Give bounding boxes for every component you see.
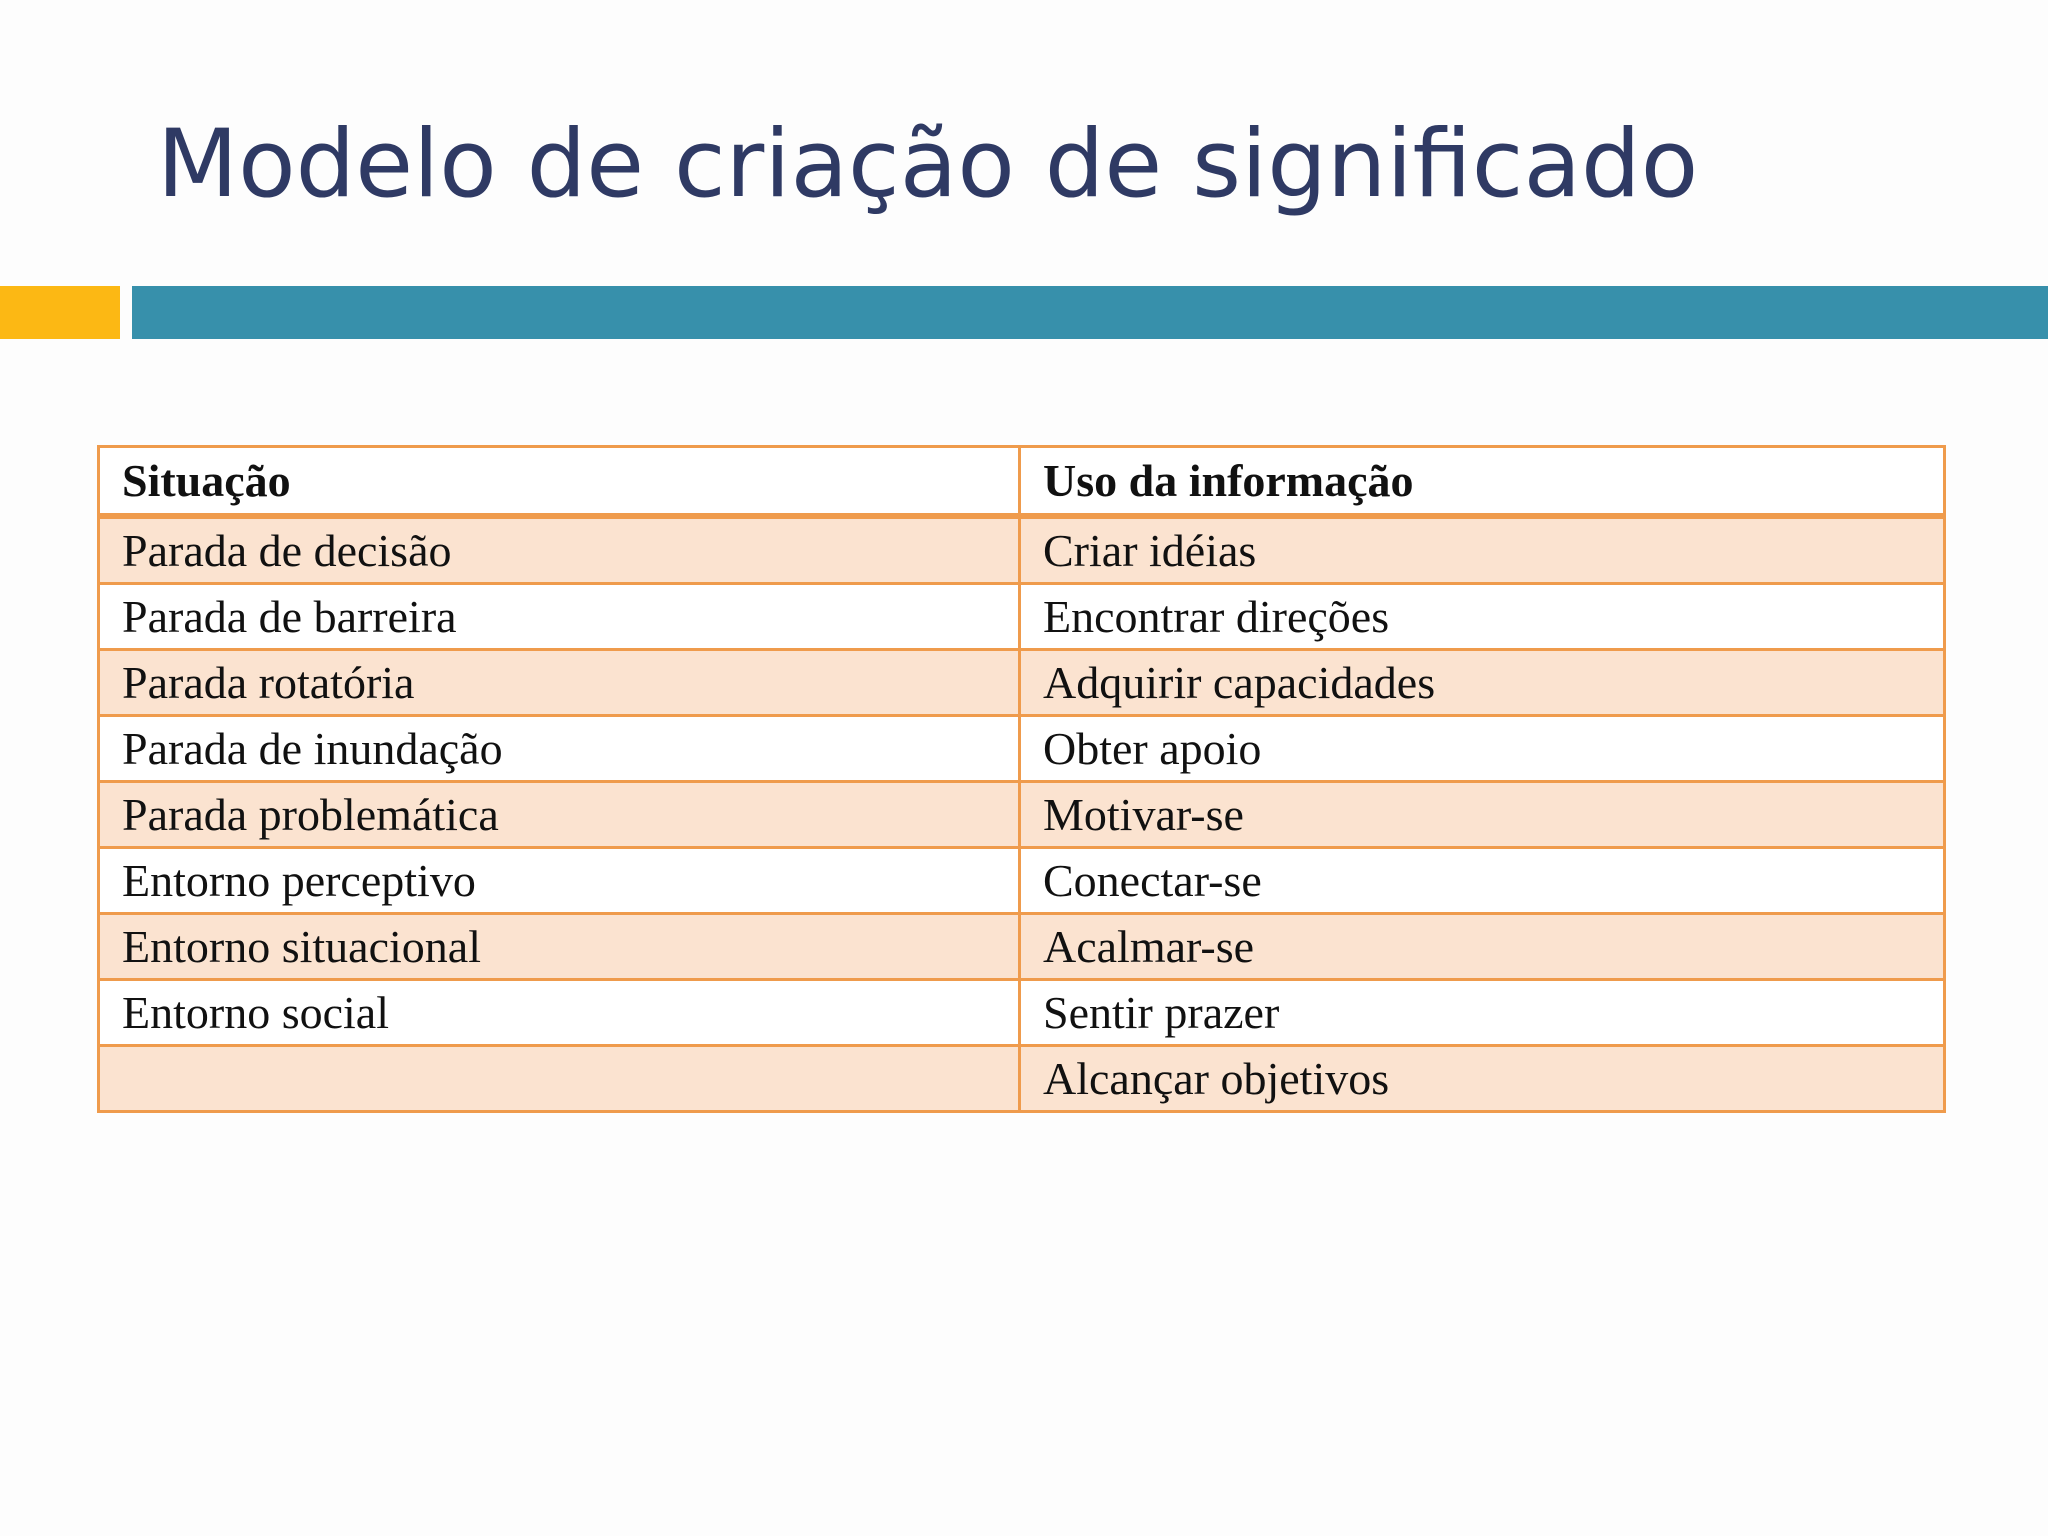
table-row — [99, 1046, 1945, 1112]
cell-situation — [99, 1046, 1020, 1112]
cell-situation: Parada de barreira — [99, 584, 1020, 650]
table-row — [99, 782, 1945, 848]
table-row — [99, 584, 1945, 650]
cell-situation: Entorno perceptivo — [99, 848, 1020, 914]
info-use-table-container — [97, 445, 1943, 1113]
cell-situation: Parada rotatória — [99, 650, 1020, 716]
header-info-use: Uso da informação — [1020, 447, 1945, 517]
table-row — [99, 716, 1945, 782]
header-situation: Situação — [99, 447, 1020, 517]
cell-info-use: Conectar-se — [1020, 848, 1945, 914]
cell-info-use: Criar idéias — [1020, 516, 1945, 584]
table-row — [99, 980, 1945, 1046]
cell-situation: Entorno social — [99, 980, 1020, 1046]
accent-bar — [0, 286, 120, 339]
cell-info-use: Alcançar objetivos — [1020, 1046, 1945, 1112]
cell-situation: Parada problemática — [99, 782, 1020, 848]
table-row — [99, 650, 1945, 716]
table-row — [99, 848, 1945, 914]
cell-info-use: Adquirir capacidades — [1020, 650, 1945, 716]
cell-situation: Entorno situacional — [99, 914, 1020, 980]
cell-info-use: Acalmar-se — [1020, 914, 1945, 980]
cell-situation: Parada de decisão — [99, 516, 1020, 584]
title-divider-bar — [132, 286, 2048, 339]
cell-situation: Parada de inundação — [99, 716, 1020, 782]
slide-title: Modelo de criação de significado — [157, 110, 1699, 219]
table-header-row — [99, 447, 1945, 517]
cell-info-use: Sentir prazer — [1020, 980, 1945, 1046]
info-use-table — [97, 445, 1946, 1113]
table-row — [99, 516, 1945, 584]
cell-info-use: Obter apoio — [1020, 716, 1945, 782]
cell-info-use: Motivar-se — [1020, 782, 1945, 848]
cell-info-use: Encontrar direções — [1020, 584, 1945, 650]
table-row — [99, 914, 1945, 980]
